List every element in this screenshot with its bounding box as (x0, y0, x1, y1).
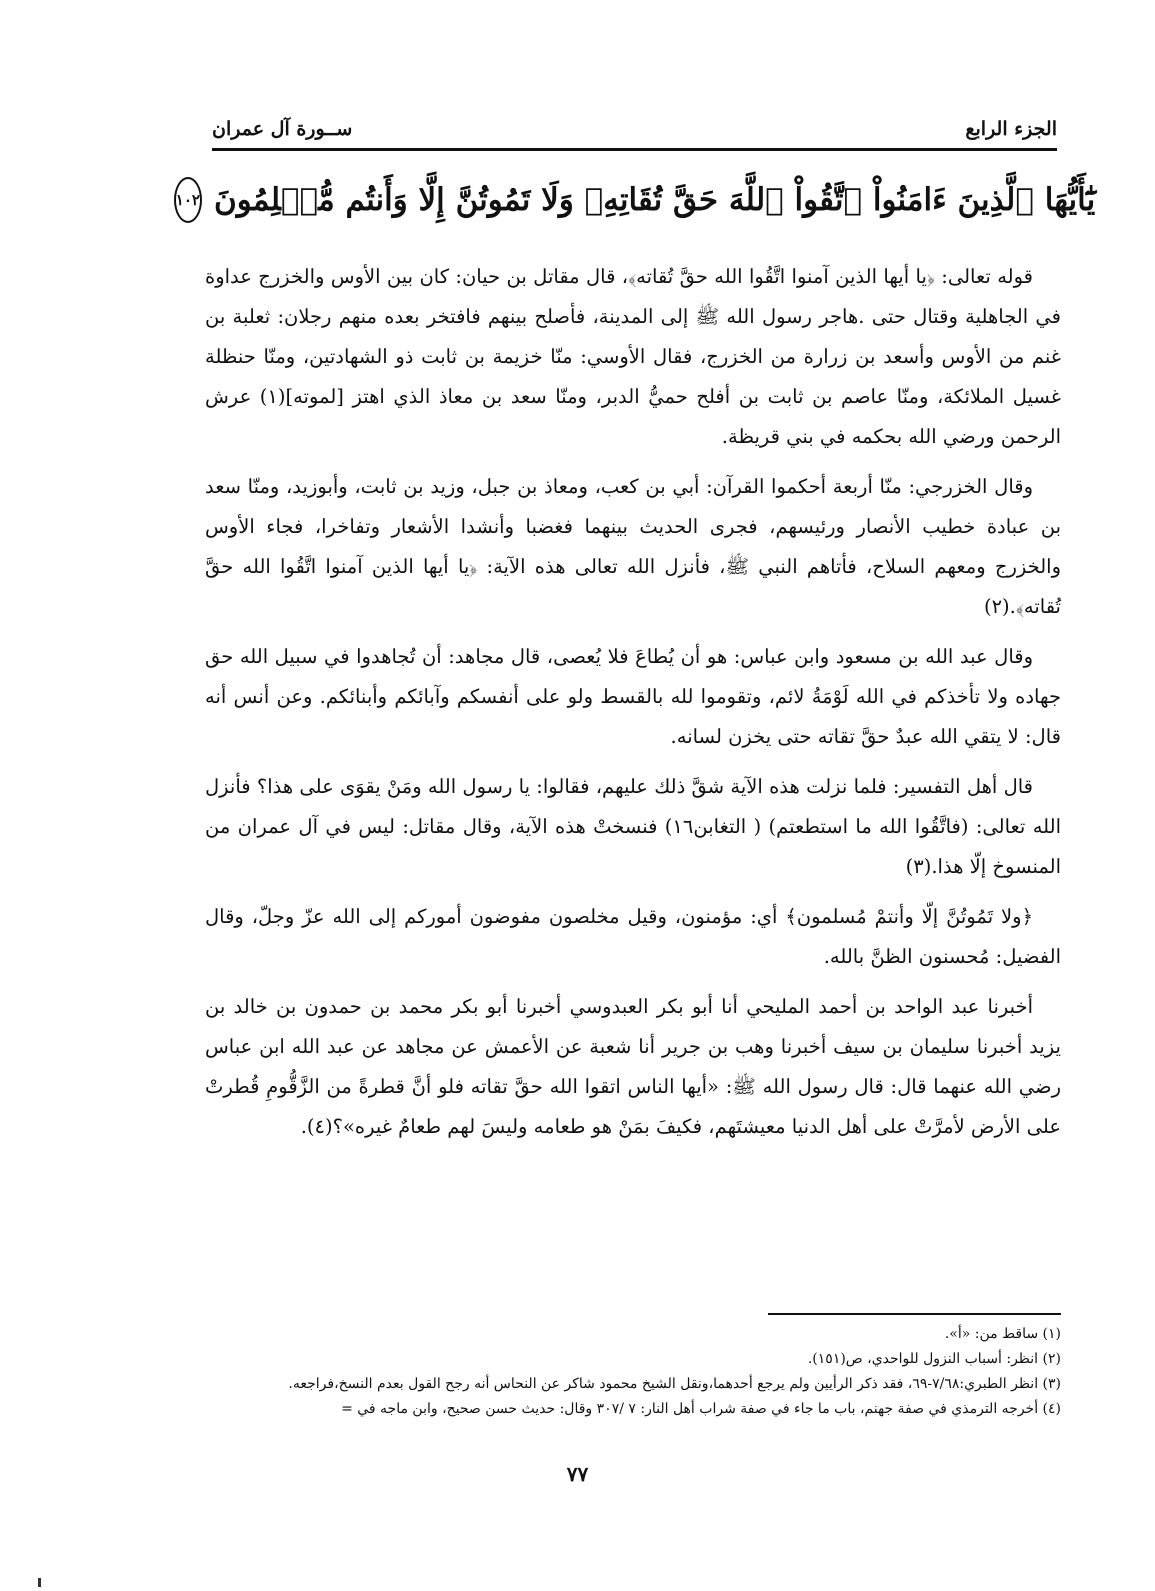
verse-text: يَٰٓأَيُّهَا ٱلَّذِينَ ءَامَنُواْ ٱتَّقُواْ ٱللَّهَ حَقَّ تُقَاتِهِۦ وَلَا تَمُوتُنَّ إِلَّا وَأَنتُم مُّسۡلِمُونَ (213, 182, 1096, 218)
commentary-body (205, 257, 1061, 1157)
paragraph-6: أخبرنا عبد الواحد بن أحمد المليحي أنا أبو بكر العبدوسي أخبرنا أبو بكر محمد بن حمدون بن خالد بن يزيد أخبرنا سليمان بن سيف أخبرنا وهب بن جرير أنا شعبة عن الأعمش عن مجاهد عن عبد الله ابن عباس رضي الله عنهما قال: قال رسول الله ﷺ: «أيها الناس اتقوا الله حقَّ تقاته فلو أنَّ قطرةً من الزَّقُّومِ قُطرتْ على الأرض لأمرَّتْ على أهل الدنيا معيشتَهم، فكيفَ بمَنْ هو طعامه وليسَ لهم طعامٌ غيره»؟(٤). (205, 995, 1061, 1138)
header-rule (212, 148, 1057, 151)
footnote-2: (٢) انظر: أسباب النزول للواحدي، ص(١٥١). (807, 1351, 1061, 1367)
part-label: الجزء الرابع (965, 118, 1057, 140)
paragraph-3: وقال عبد الله بن مسعود وابن عباس: هو أن يُطاعَ فلا يُعصى، قال مجاهد: أن تُجاهدوا في سبيل الله حق جهاده ولا تأخذكم في الله لَوْمَةُ لائم، وتقوموا لله بالقسط ولو على أنفسكم وآبائكم وأبنائكم. وعن أنس أنه قال: لا يتقي الله عبدٌ حقَّ تقاته حتى يخزن لسانه. (205, 645, 1061, 748)
footnote-separator (768, 1313, 1061, 1315)
quran-verse-banner (175, 165, 1096, 235)
ayah-number: ١٠٢ (175, 191, 200, 209)
footnote-1: (١) ساقط من: «أ». (944, 1326, 1061, 1342)
running-header (212, 100, 1057, 140)
paragraph-2: وقال الخزرجي: منّا أربعة أحكموا القرآن: أبي بن كعب، ومعاذ بن جبل، وزيد بن ثابت، وأبوزيد، ومنّا سعد بن عبادة خطيب الأنصار ورئيسهم، فجرى الحديث بينهما فغضبا وأنشدا الأشعار وتفاخرا، فجاء الأوس والخزرج ومعهم السلاح، فأتاهم النبي ﷺ، فأنزل الله تعالى هذه الآية: ﴿يا أيها الذين آمنوا اتَّقُوا الله حقَّ تُقاته﴾.(٢) (205, 475, 1061, 618)
footnote-4: (٤) أخرجه الترمذي في صفة جهنم، باب ما جاء في صفة شراب أهل النار: ٧ /٣٠٧ وقال: حديث حسن صحيح، وابن ماجه في = (341, 1401, 1061, 1417)
footnote-3: (٣) انظر الطبري:٧/٦٨-٦٩، فقد ذكر الرأيين ولم يرجع أحدهما،ونقل الشيخ محمود شاكر عن النحاس أنه رجح القول بعدم النسخ،فراجعه. (288, 1376, 1061, 1392)
surah-label: ســورة آل عمران (212, 118, 353, 140)
paragraph-4: قال أهل التفسير: فلما نزلت هذه الآية شقَّ ذلك عليهم، فقالوا: يا رسول الله ومَنْ يقوَى على هذا؟ فأنزل الله تعالى: (فاتَّقُوا الله ما استطعتم) ( التغابن١٦) فنسختْ هذه الآية، وقال مقاتل: ليس في آل عمران من المنسوخ إلّا هذا.(٣) (205, 775, 1061, 878)
paragraph-1: قوله تعالى: ﴿يا أيها الذين آمنوا اتَّقُوا الله حقَّ تُقاته﴾، قال مقاتل بن حيان: كان بين الأوس والخزرج عداوة في الجاهلية وقتال حتى .هاجر رسول الله ﷺ إلى المدينة، فأصلح بينهم فافتخر بعده منهم رجلان: ثعلبة بن غنم من الأوس وأسعد بن زرارة من الخزرج، فقال الأوسي: منّا خزيمة بن ثابت ذو الشهادتين، ومنّا حنظلة غسيل الملائكة، ومنّا عاصم بن ثابت بن أفلح حميُّ الدبر، ومنّا سعد بن معاذ الذي اهتز [لموته](١) عرش الرحمن ورضي الله بحكمه في بني قريظة. (205, 265, 1061, 448)
paragraph-5: ﴿ولا تَمُوتُنَّ إلّا وأنتمْ مُسلمون﴾ أي: مؤمنون، وقيل مخلصون مفوضون أموركم إلى الله عزّ وجلّ، وقال الفضيل: مُحسنون الظنَّ بالله. (205, 905, 1061, 968)
footnotes (205, 1322, 1061, 1422)
scan-mark (38, 1578, 41, 1587)
ayah-number-marker (174, 177, 202, 223)
page-number: ٧٧ (566, 1462, 589, 1486)
